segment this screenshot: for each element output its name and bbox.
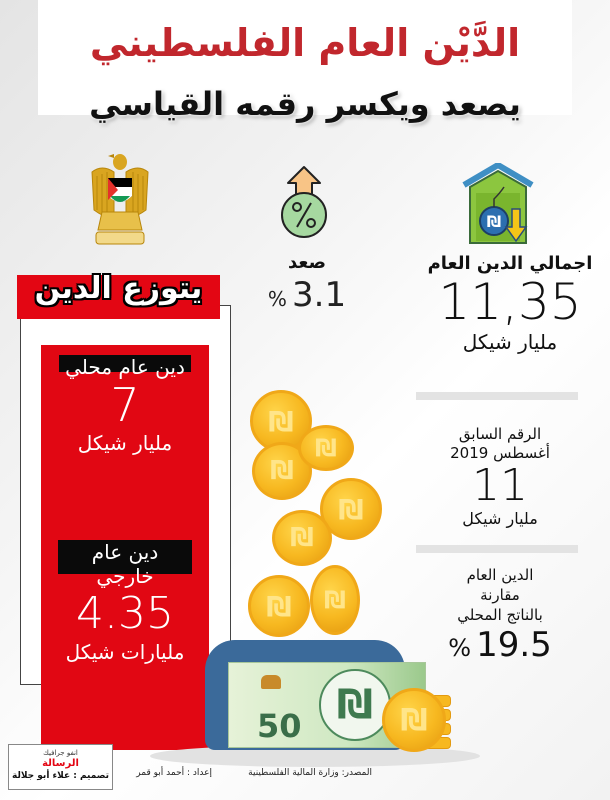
shekel-coin-icon: ₪ (248, 575, 310, 637)
shekel-coin-icon: ₪ (382, 688, 446, 752)
external-debt-value: 4.35 (76, 588, 174, 639)
footer-prepared-by: إعداد : أحمد أبو قمر (136, 768, 212, 778)
stat-previous-record (420, 425, 580, 528)
gdp-value: 19.5 (476, 625, 552, 665)
credit-designer: تصميم : علاء أبو جلالة (12, 771, 109, 781)
banknote-denomination: 50 (257, 707, 302, 745)
separator (416, 545, 578, 553)
separator (416, 392, 578, 400)
distribution-title: يتوزع الدين (34, 271, 203, 306)
increase-value-row (252, 275, 362, 321)
distribution-item-external (41, 540, 209, 664)
page-subtitle: يصعد ويكسر رقمه القياسي (89, 85, 521, 123)
increase-value: 3.1 (292, 275, 347, 315)
distribution-item-domestic (41, 355, 209, 455)
page-title: الدَّيْن العام الفلسطيني (89, 21, 521, 65)
percent-sign: % (267, 287, 287, 311)
increase-label: صعد (288, 252, 326, 273)
credit-infographic: انفو جرافيك (43, 749, 78, 757)
previous-value: 11 (472, 460, 528, 511)
external-debt-label: دين عام خارجي (91, 540, 159, 588)
total-debt-unit: مليار شيكل (462, 330, 558, 354)
total-debt-value: 11,35 (438, 273, 582, 331)
label-wrap (58, 540, 192, 588)
debt-house-icon (460, 163, 536, 248)
shekel-coin-icon: ₪ (298, 425, 354, 471)
previous-label-1: الرقم السابق (458, 425, 542, 443)
palestine-emblem-icon (88, 150, 152, 248)
banknote-shekel-symbol: ₪ (319, 669, 391, 741)
domestic-debt-label: دين عام محلي (65, 355, 185, 379)
stat-gdp-ratio (430, 565, 570, 671)
previous-unit: مليار شيكل (462, 509, 538, 528)
label-wrap (59, 355, 191, 379)
previous-label-2: أغسطس 2019 (450, 444, 550, 462)
credit-brand-logo: الرسالة (42, 758, 79, 769)
shekel-coin-icon: ₪ (272, 510, 332, 566)
percent-increase-icon (278, 165, 330, 240)
footer-source: المصدر: وزارة المالية الفلسطينية (248, 768, 372, 778)
svg-text:₪: ₪ (486, 212, 502, 231)
banknote-ornament (261, 675, 281, 689)
domestic-debt-value: 7 (110, 378, 140, 432)
percent-sign: % (448, 634, 471, 662)
stat-total-debt (420, 253, 600, 354)
domestic-debt-unit: مليار شيكل (77, 431, 173, 455)
shekel-coin-icon: ₪ (310, 565, 360, 635)
gdp-label-1: الدين العام (466, 566, 534, 584)
shekel-coin-icon: ₪ (250, 390, 312, 452)
total-debt-label: اجمالي الدين العام (427, 253, 593, 274)
shekel-coin-icon: ₪ (252, 442, 312, 500)
stat-increase (252, 252, 362, 321)
gdp-label-3: بالناتج المحلي (457, 606, 543, 624)
credit-box (8, 744, 113, 790)
shekel-coin-icon: ₪ (320, 478, 382, 540)
external-debt-unit: مليارات شيكل (65, 640, 185, 664)
gdp-value-row (430, 625, 570, 671)
gdp-label-2: مقارنة (480, 586, 520, 604)
